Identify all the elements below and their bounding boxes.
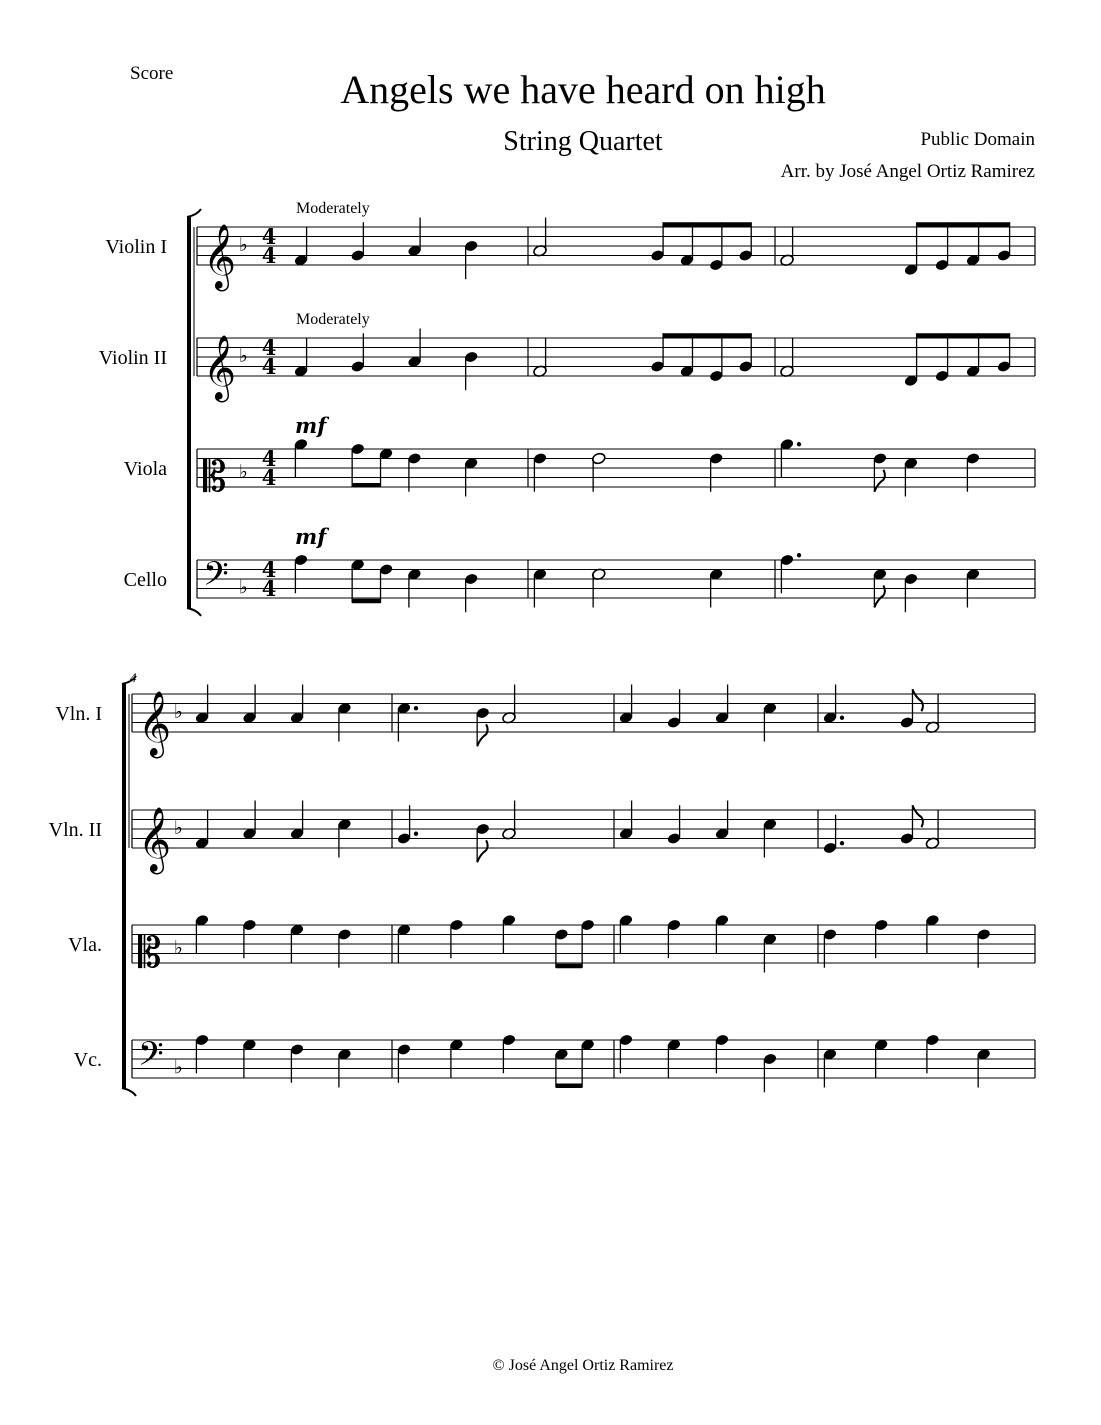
key-signature-flat: ♭	[239, 576, 248, 599]
page-subtitle: String Quartet	[503, 126, 663, 157]
key-signature-flat: ♭	[239, 345, 248, 367]
beam	[556, 964, 582, 969]
beam	[663, 333, 751, 338]
dot	[414, 832, 418, 836]
instrument-label: Violin I	[105, 236, 167, 258]
dot	[414, 706, 418, 710]
treble-clef-icon: 𝄞	[138, 691, 172, 756]
bracket-hook-bottom	[122, 1088, 136, 1096]
key-signature-flat: ♭	[239, 460, 248, 483]
instrument-label: Vla.	[68, 934, 102, 956]
time-signature-bottom: 4	[261, 465, 277, 490]
instrument-label: Viola	[123, 458, 167, 480]
public-domain-label: Public Domain	[920, 129, 1035, 150]
key-signature-flat: ♭	[174, 817, 183, 839]
bass-clef-icon: 𝄢	[138, 1035, 164, 1082]
time-signature-top: 4	[261, 335, 277, 360]
alto-clef-icon: 𝄡	[138, 928, 162, 977]
beam	[352, 599, 380, 604]
instrument-label: Cello	[123, 569, 167, 591]
beam	[917, 222, 1010, 227]
beam	[917, 333, 1010, 338]
dynamic-mf: mf	[295, 413, 327, 438]
key-signature-flat: ♭	[174, 1056, 183, 1079]
instrument-label: Vln. I	[55, 703, 102, 725]
tempo-marking: Moderately	[296, 311, 370, 328]
key-signature-flat: ♭	[174, 701, 183, 723]
instrument-label: Violin II	[98, 347, 167, 369]
time-signature-top: 4	[261, 224, 277, 249]
treble-clef-icon: 𝄞	[203, 224, 237, 289]
key-signature-flat: ♭	[174, 936, 183, 959]
key-signature-flat: ♭	[239, 234, 248, 256]
dot	[840, 841, 844, 845]
flag	[477, 840, 488, 862]
arranger-credit: Arr. by José Angel Ortiz Ramirez	[780, 161, 1035, 182]
dot	[840, 716, 844, 720]
beam	[663, 222, 751, 227]
time-signature-top: 4	[261, 446, 277, 471]
instrument-label: Vc.	[73, 1049, 102, 1071]
time-signature-bottom: 4	[261, 243, 277, 268]
treble-clef-icon: 𝄞	[203, 335, 237, 400]
alto-clef-icon: 𝄡	[203, 452, 227, 501]
time-signature-bottom: 4	[261, 354, 277, 379]
copyright-notice: © José Angel Ortiz Ramirez	[492, 1357, 674, 1374]
dynamic-mf: mf	[295, 524, 327, 549]
score-label: Score	[130, 63, 174, 84]
time-signature-bottom: 4	[261, 576, 277, 601]
instrument-label: Vln. II	[48, 819, 102, 841]
flag	[874, 470, 885, 492]
flag	[912, 805, 923, 827]
tempo-marking: Moderately	[296, 200, 370, 217]
treble-clef-icon: 𝄞	[138, 807, 172, 872]
bracket-hook-bottom	[187, 608, 201, 616]
bass-clef-icon: 𝄢	[203, 555, 229, 602]
flag	[477, 724, 488, 746]
bracket-hook-top	[187, 209, 201, 217]
flag	[912, 689, 923, 711]
dot	[797, 553, 801, 557]
beam	[556, 1084, 582, 1089]
dot	[797, 442, 801, 446]
page-title: Angels we have heard on high	[340, 67, 826, 112]
time-signature-top: 4	[261, 557, 277, 582]
measure-number: 4	[130, 670, 137, 685]
beam	[352, 483, 380, 488]
